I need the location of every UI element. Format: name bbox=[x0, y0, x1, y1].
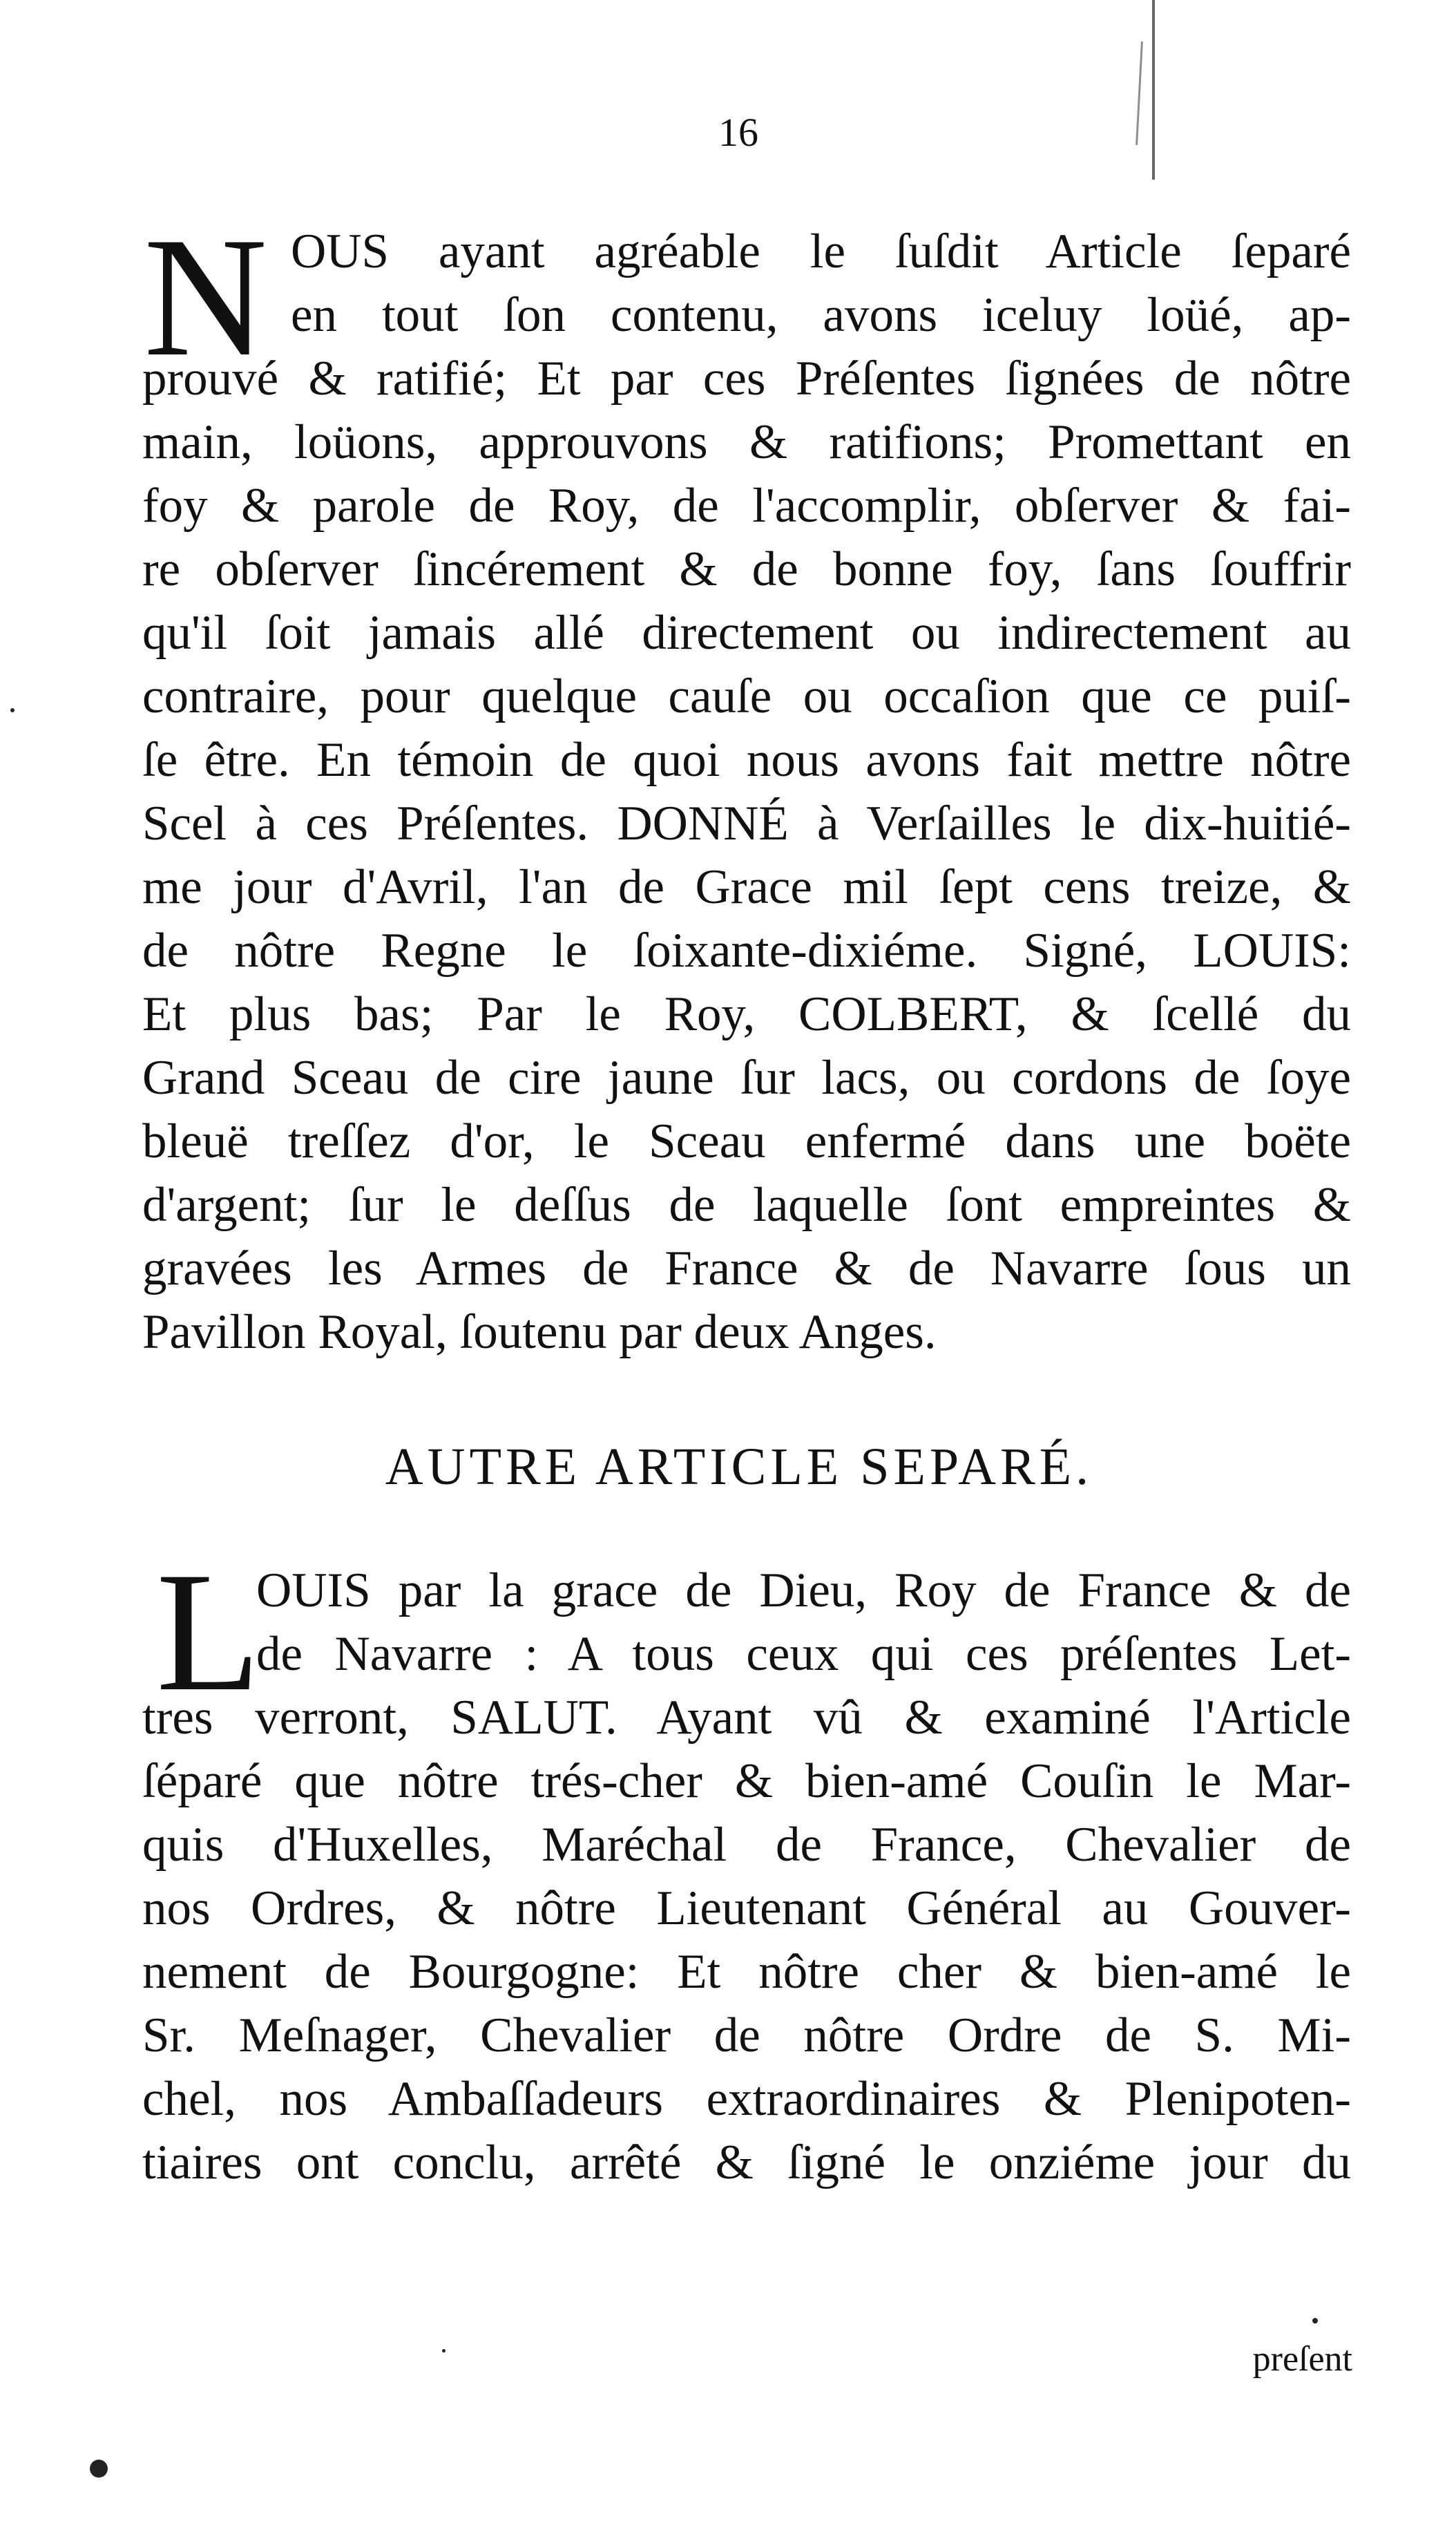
text-line: nos Ordres, & nôtre Lieutenant Général au Gouver- bbox=[142, 1881, 1351, 1935]
text-line: en tout ſon contenu, avons iceluy loüé, ap- bbox=[291, 288, 1351, 342]
text-line: de Navarre : A tous ceux qui ces préſentes Let- bbox=[256, 1627, 1351, 1681]
text-line: tres verront, SALUT. Ayant vû & examiné l'Article bbox=[142, 1691, 1351, 1745]
text-line: tiaires ont conclu, arrêté & ſigné le onziéme jour du bbox=[142, 2136, 1351, 2189]
section-heading: AUTRE ARTICLE SEPARÉ. bbox=[385, 1438, 1093, 1496]
text-line: d'argent; ſur le deſſus de laquelle ſont empreintes & bbox=[142, 1178, 1351, 1232]
text-line: gravées les Armes de France & de Navarre ſous un bbox=[142, 1242, 1351, 1295]
text-line: de nôtre Regne le ſoixante-dixiéme. Signé, LOUIS: bbox=[142, 924, 1351, 978]
text-line: OUIS par la grace de Dieu, Roy de France & de bbox=[256, 1564, 1351, 1617]
text-line: foy & parole de Roy, de l'accomplir, obſerver & fai- bbox=[142, 479, 1351, 533]
text-line: main, loüons, approuvons & ratifions; Promettant en bbox=[142, 415, 1351, 469]
paper-speck bbox=[442, 2349, 446, 2353]
text-line: Scel à ces Préſentes. DONNÉ à Verſailles le dix-huitié- bbox=[142, 797, 1351, 851]
text-line: ſe être. En témoin de quoi nous avons fait mettre nôtre bbox=[142, 733, 1351, 787]
text-line: qu'il ſoit jamais allé directement ou indirectement au bbox=[142, 606, 1351, 660]
paragraph-ratification bbox=[142, 202, 1351, 1364]
text-line: quis d'Huxelles, Maréchal de France, Chevalier de bbox=[142, 1818, 1351, 1872]
text-line: Et plus bas; Par le Roy, COLBERT, & ſcellé du bbox=[142, 987, 1351, 1041]
drop-cap-n: N bbox=[144, 202, 268, 392]
text-line: prouvé & ratifié; Et par ces Préſentes ſignées de nôtre bbox=[142, 352, 1351, 406]
text-line: ſéparé que nôtre trés-cher & bien-amé Couſin le Mar- bbox=[142, 1754, 1351, 1808]
text-line: chel, nos Ambaſſadeurs extraordinaires & Plenipoten- bbox=[142, 2072, 1351, 2126]
binding-shadow-line bbox=[1152, 0, 1155, 180]
drop-cap-l: L bbox=[156, 1537, 261, 1727]
text-line: contraire, pour quelque cauſe ou occaſion que ce puiſ- bbox=[142, 669, 1351, 723]
paragraph-louis bbox=[142, 1537, 1351, 2194]
catchword: preſent bbox=[1252, 2339, 1352, 2379]
text-line: re obſerver ſincérement & de bonne foy, ſans ſouffrir bbox=[142, 542, 1351, 596]
text-line: Grand Sceau de cire jaune ſur lacs, ou cordons de ſoye bbox=[142, 1051, 1351, 1105]
paper-speck bbox=[1312, 2318, 1318, 2324]
text-line: Sr. Meſnager, Chevalier de nôtre Ordre de S. Mi- bbox=[142, 2008, 1351, 2062]
text-line: nement de Bourgogne: Et nôtre cher & bien-amé le bbox=[142, 1945, 1351, 1999]
text-line: Pavillon Royal, ſoutenu par deux Anges. bbox=[142, 1305, 937, 1359]
paper-speck bbox=[10, 708, 15, 712]
page-number: 16 bbox=[718, 110, 758, 155]
paper-speck bbox=[90, 2460, 108, 2478]
text-line: OUS ayant agréable le ſuſdit Article ſeparé bbox=[291, 225, 1351, 278]
binding-shadow-line-secondary bbox=[1136, 41, 1143, 145]
text-line: me jour d'Avril, l'an de Grace mil ſept cens treize, & bbox=[142, 860, 1351, 914]
text-line: bleuë treſſez d'or, le Sceau enfermé dans une boëte bbox=[142, 1114, 1351, 1168]
